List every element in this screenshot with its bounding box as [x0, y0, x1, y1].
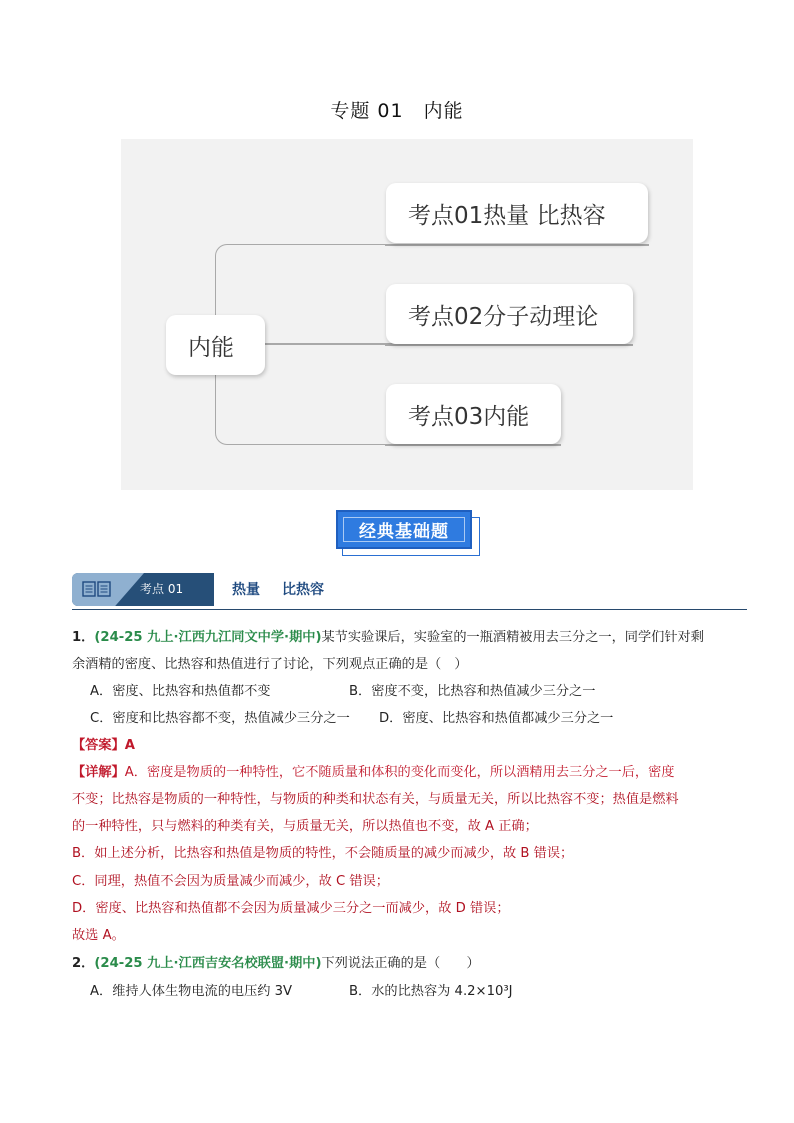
mindmap-node-2: 考点02分子动理论	[386, 284, 633, 344]
q2-option-b: B．水的比热容为 4.2×10³J	[349, 984, 513, 999]
section-header	[72, 572, 747, 610]
q1-option-a: A．密度、比热容和热值都不变	[90, 684, 271, 699]
book-icon	[82, 581, 112, 597]
q1-detail-d: D．密度、比热容和热值都不会因为质量减少三分之一而减少，故 D 错误；	[72, 901, 510, 916]
section-label: 考点 01	[140, 582, 184, 596]
q2-option-a: A．维持人体生物电流的电压约 3V	[90, 984, 293, 999]
badge-text: 经典基础题	[359, 522, 449, 542]
q1-detail-c: C．同理，热值不会因为质量减少而减少，故 C 错误；	[72, 874, 389, 889]
q1-conclusion: 故选 A。	[72, 928, 125, 943]
section-title	[232, 579, 346, 599]
section-title-a: 热量	[232, 582, 260, 598]
q1-detail-line2: 不变；比热容是物质的一种特性，与物质的种类和状态有关，与质量无关，所以比热容不变；热值是燃料	[72, 792, 679, 807]
q1-detail-b: B．如上述分析，比热容和热值是物质的特性，不会随质量的减少而减少，故 B 错误；	[72, 846, 574, 861]
mindmap-root-node: 内能	[166, 315, 265, 375]
mindmap-node-3: 考点03内能	[386, 384, 561, 444]
q1-detail-line3: 的一种特性，只与燃料的种类有关，与质量无关，所以热值也不变，故 A 正确；	[72, 819, 538, 834]
badge-label	[336, 510, 472, 549]
q1-stem-text1: 某节实验课后，实验室的一瓶酒精被用去三分之一，同学们针对剩	[321, 630, 704, 645]
q1-option-d: D．密度、比热容和热值都减少三分之一	[379, 711, 614, 726]
mindmap-branch-middle	[265, 343, 395, 345]
q1-detail-line1	[72, 759, 674, 786]
section-title-b: 比热容	[282, 582, 324, 598]
q2-stem	[72, 950, 480, 977]
q2-source: (24-25 九上·江西吉安名校联盟·期中)	[94, 956, 322, 971]
section-rule	[72, 609, 747, 610]
q1-option-c: C．密度和比热容都不变，热值减少三分之一	[90, 711, 350, 726]
q1-answer-value: A	[124, 738, 135, 753]
q1-number: 1．	[72, 630, 95, 645]
page-title: 专题 01 内能	[330, 100, 464, 122]
q2-number: 2．	[72, 956, 95, 971]
mindmap-underline-2	[385, 344, 633, 346]
q1-stem-line1	[72, 624, 704, 651]
mindmap-node-1: 考点01热量 比热容	[386, 183, 648, 243]
section-badge	[336, 510, 482, 558]
mindmap-underline-1	[385, 244, 649, 246]
q1-answer-label: 【答案】	[72, 738, 125, 753]
badge-inner-border	[343, 517, 465, 542]
mind-map	[121, 139, 693, 490]
q1-source: (24-25 九上·江西九江同文中学·期中)	[94, 630, 322, 645]
q2-stem-text: 下列说法正确的是（ ）	[321, 956, 480, 971]
q1-answer	[72, 732, 135, 759]
q1-detail-text1: A．密度是物质的一种特性，它不随质量和体积的变化而变化，所以酒精用去三分之一后，密度	[124, 765, 675, 780]
mindmap-underline-3	[385, 444, 561, 446]
q1-detail-label: 【详解】	[72, 765, 125, 780]
q1-stem-line2: 余酒精的密度、比热容和热值进行了讨论，下列观点正确的是（ ）	[72, 657, 468, 672]
q1-option-b: B．密度不变，比热容和热值减少三分之一	[349, 684, 596, 699]
